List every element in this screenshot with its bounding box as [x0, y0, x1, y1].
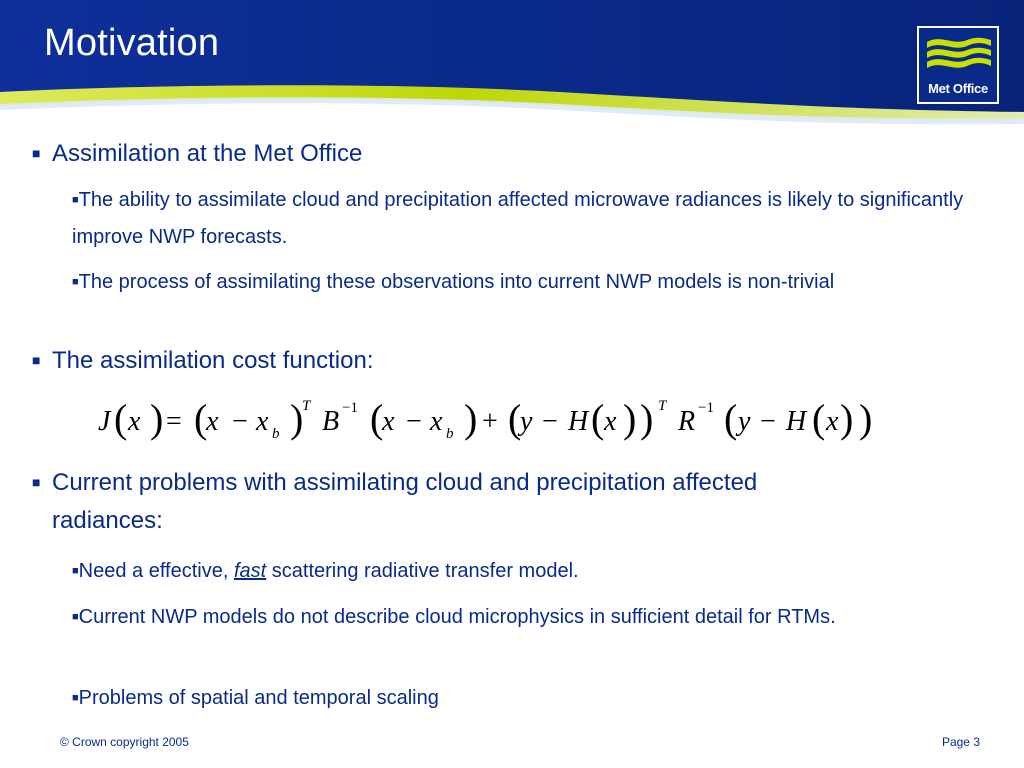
svg-text:(: ( — [114, 396, 128, 441]
sub-bullet-text-pre: Need a effective, — [78, 560, 234, 582]
eq-y2: y — [738, 406, 751, 437]
eq-x2: x — [206, 406, 219, 437]
eq-minus4: − — [760, 406, 776, 437]
svg-text:): ) — [859, 396, 873, 441]
svg-text:(: ( — [370, 396, 384, 441]
sub-bullet-rtm — [72, 553, 992, 590]
eq-H2: H — [786, 406, 807, 437]
eq-H1: H — [568, 406, 589, 437]
square-bullet-icon: ■ — [72, 565, 79, 577]
svg-text:): ) — [623, 396, 637, 441]
eq-x5: x — [430, 406, 443, 437]
svg-text:): ) — [464, 396, 478, 441]
svg-text:(: ( — [812, 396, 826, 441]
met-office-logo — [917, 26, 999, 104]
sub-bullet-text: Problems of spatial and temporal scaling — [78, 687, 439, 709]
square-bullet-icon: ■ — [32, 474, 41, 490]
svg-text:(: ( — [508, 396, 522, 441]
slide-header — [0, 0, 1024, 130]
square-bullet-icon: ■ — [72, 194, 79, 206]
sub-bullet-scaling — [72, 680, 992, 717]
svg-text:(: ( — [194, 396, 208, 441]
eq-x7: x — [826, 406, 839, 437]
slide-title: Motivation — [44, 22, 220, 64]
svg-text:(: ( — [591, 396, 605, 441]
square-bullet-icon: ■ — [32, 352, 41, 368]
header-wave-background — [0, 0, 1024, 130]
sub-bullet-text-fast: fast — [233, 560, 267, 582]
eq-sup-T1: T — [302, 398, 311, 414]
bullet-assimilation — [32, 134, 972, 173]
svg-text:): ) — [640, 396, 654, 441]
eq-plus: + — [482, 406, 498, 437]
eq-x4: x — [382, 406, 395, 437]
sub-bullet-text-post: scattering radiative transfer model. — [266, 560, 579, 582]
square-bullet-icon: ■ — [72, 611, 79, 623]
eq-sub-b2: b — [446, 426, 454, 442]
svg-text:(: ( — [724, 396, 738, 441]
eq-sup-inv2: −1 — [698, 400, 714, 416]
sub-bullet-text: Current NWP models do not describe cloud microphysics in sufficient detail for RTMs. — [78, 606, 836, 628]
square-bullet-icon: ■ — [72, 692, 79, 704]
cost-function-equation — [92, 392, 892, 448]
footer-copyright: © Crown copyright 2005 — [60, 735, 189, 749]
eq-x1: x — [128, 406, 141, 437]
footer-page-number: Page 3 — [941, 735, 980, 749]
eq-sub-b1: b — [272, 426, 280, 442]
bullet-current-problems — [32, 463, 972, 540]
eq-equals: = — [166, 406, 182, 437]
eq-sup-inv1: −1 — [342, 400, 358, 416]
eq-sup-T2: T — [658, 398, 667, 414]
sub-bullet-process — [72, 264, 992, 301]
bullet-text-line2: radiances: — [52, 507, 163, 534]
bullet-text: The assimilation cost function: — [52, 347, 374, 374]
eq-x6: x — [604, 406, 617, 437]
sub-bullet-microphysics — [72, 599, 992, 636]
square-bullet-icon: ■ — [72, 276, 79, 288]
eq-R: R — [678, 406, 696, 437]
eq-minus1: − — [232, 406, 248, 437]
square-bullet-icon: ■ — [32, 145, 41, 161]
eq-J: J — [98, 406, 111, 437]
eq-y1: y — [520, 406, 533, 437]
svg-text:): ) — [150, 396, 164, 441]
bullet-text-line1: Current problems with assimilating cloud and precipitation affected — [52, 469, 758, 496]
logo-text: Met Office — [928, 81, 988, 96]
sub-bullet-text: The ability to assimilate cloud and precipitation affected microwave radiances is likely to significantly improve NWP forecasts. — [72, 189, 964, 248]
eq-minus2: − — [406, 406, 422, 437]
svg-text:): ) — [840, 396, 854, 441]
eq-B: B — [322, 406, 340, 437]
svg-text:): ) — [290, 396, 304, 441]
eq-x3: x — [256, 406, 269, 437]
sub-bullet-ability — [72, 182, 992, 256]
eq-minus3: − — [542, 406, 558, 437]
sub-bullet-text: The process of assimilating these observations into current NWP models is non-trivial — [78, 271, 835, 293]
bullet-cost-function — [32, 341, 972, 380]
bullet-text: Assimilation at the Met Office — [52, 140, 363, 167]
